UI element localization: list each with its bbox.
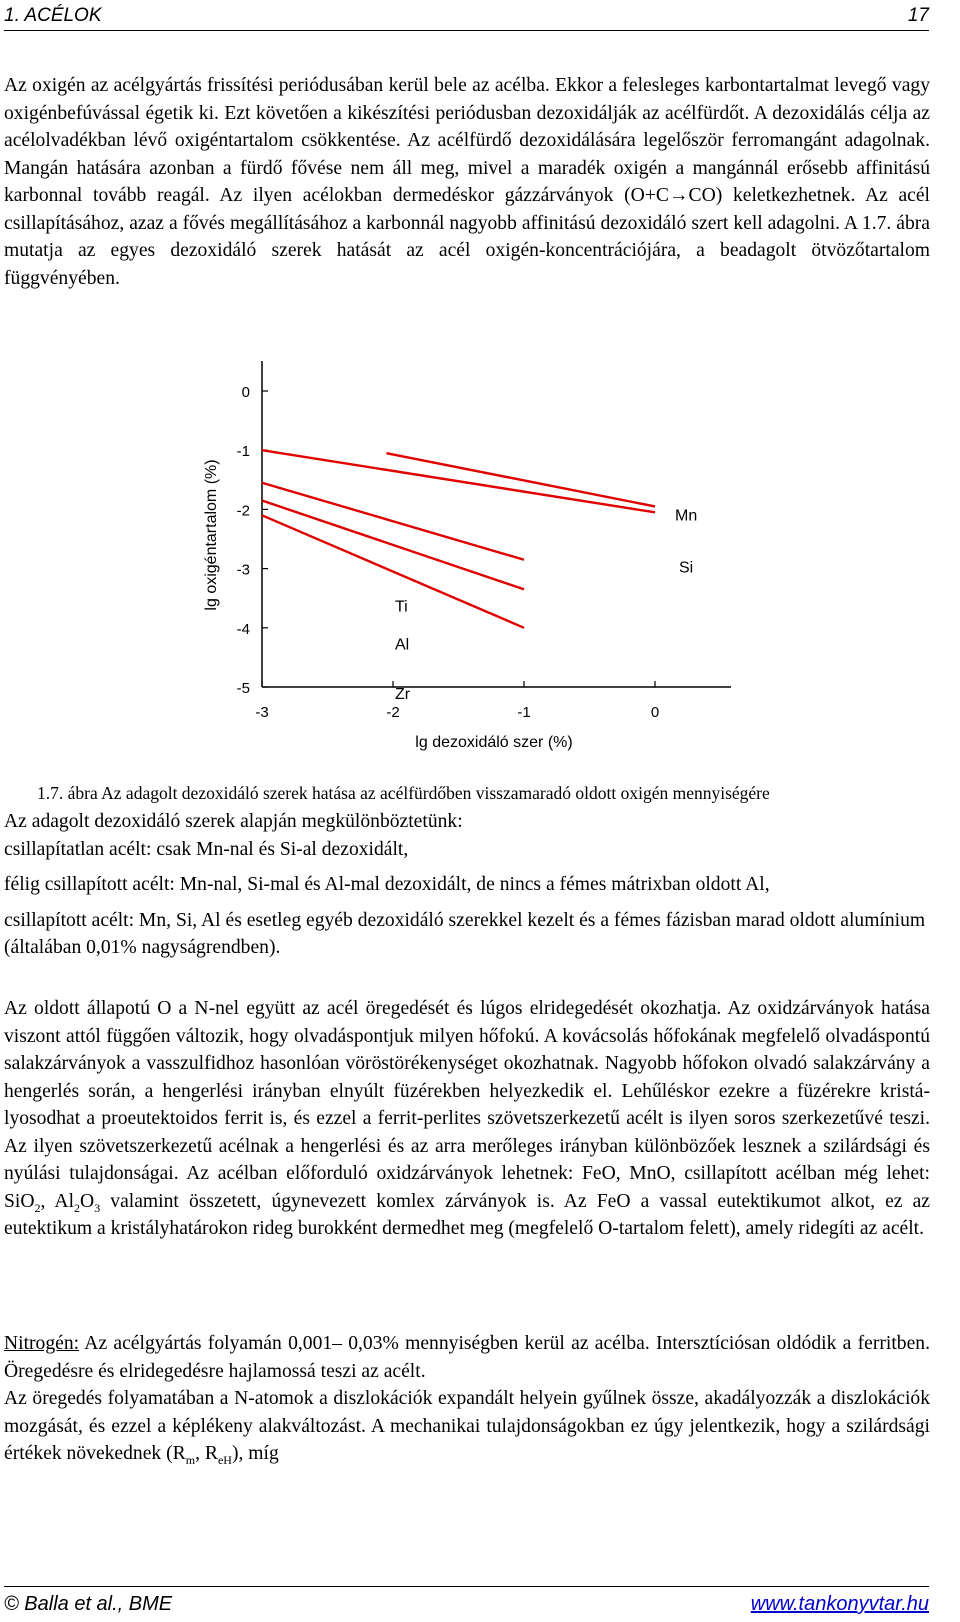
text-run: , Al [40, 1190, 75, 1212]
copyright: © Balla et al., BME [4, 1593, 173, 1615]
text-run: valamint összetett, úgynevezett komlex zárványok is. Az FeO a vassal eutektikumot alkot, ez az eutektikum a kristályhatárokon rideg burokként dermedhet meg (megfelelő O-tartalom felett), amely ridegíti az acélt. [4, 1190, 930, 1239]
text-run: , R [195, 1443, 218, 1464]
nitrogen-paragraph [4, 1330, 930, 1385]
x-tick-label: -2 [386, 704, 400, 721]
x-tick-label: 0 [650, 704, 660, 721]
y-tick-label: 0 [241, 384, 250, 401]
series-label-zr: Zr [395, 685, 411, 703]
intro-paragraph: Az oxigén az acélgyártás frissítési periódusában kerül bele az acélba. Ekkor a felesleges karbontartalmat levegő vagy oxigénbefúvással égetik ki. Ezt követően a kikészítési periódusban dezoxidálják az acélfürdőt. A dezoxidálás célja az acélolvadékban lévő oxigéntartalom csökkentése. Az acélfürdő dezoxidálására legelőször ferromangánt adagolnak. Mangán hatására azonban a fürdő fővése nem áll meg, mivel a maradék oxigén a mangánnál erősebb affinitású karbonnal tovább reagál. Az ilyen acélokban dermedéskor gázzárványok (O+C→CO) keletkezhetnek. Az acél csillapításához, azaz a fővés megállításához a karbonnál nagyobb affinitású dezoxidáló szert kell adagolni. A 1.7. ábra mutatja az egyes dezoxidáló szerek hatását az acél oxigén-koncentrációjára, a beadagolt ötvözőtartalom függvényében. [4, 75, 930, 289]
list-intro: Az adagolt dezoxidáló szerek alapján megkülönböztetünk: [4, 811, 463, 832]
series-label-al: Al [395, 636, 410, 654]
series-label-si: Si [679, 559, 694, 577]
y-tick-label: -5 [236, 680, 250, 697]
subscript: 3 [94, 1200, 101, 1215]
series-line-mn [386, 453, 655, 506]
page-number: 17 [907, 5, 929, 26]
aging-paragraph [4, 1385, 930, 1468]
y-tick-label: -3 [236, 561, 250, 579]
series-line-al [262, 501, 524, 590]
list-item: félig csillapított acélt: Mn-nal, Si-mal és Al-mal dezoxidált, de nincs a fémes mátrixban oldott Al, [4, 874, 770, 895]
text-run: Az acélgyártás folyamán 0,001– 0,03% mennyiségben kerül az acélba. Intersztíciósan oldódik a ferritben. Öregedésre és elridegedésre hajlamossá teszi az acélt. [4, 1333, 930, 1382]
text-run: Az oldott állapotú O a N-nel együtt az acél öregedését és lúgos elridegedését okozhatja. Az oxidzárványok hatása viszont attól függően változik, hogy olvadáspontjuk milyen hőfokú. A kovácsolás hőfokának megfelelő olvadáspontú salakzárványok a vasszulfidhoz hasonlóan vöröstörékenységet okozhatnak. Nagyobb hőfokon olvadó salakzárvány a hengerlés során, a hengerlési irányban elnyúlt füzérekben helyezkedik el. Lehűléskor ezekre a füzérekre kristá-lyosodhat a proeutektoidos ferrit is, és ezzel a ferrit-perlites szövetszerkezetű acélt is ilyen soros szerkezetűvé teszi. Az ilyen szövetszerkezetű acélnak a hengerlési és az arra merőleges irányban különbözőek lesznek a szilárdsági és nyúlási tulajdonságai. Az acélban előforduló oxidzárványok lehetnek: FeO, MnO, csillapított acélban még lehet: SiO [4, 998, 930, 1212]
y-axis-label: lg oxigéntartalom (%) [203, 459, 220, 611]
subscript: 2 [34, 1200, 41, 1215]
website-link[interactable]: www.tankonyvtar.hu [750, 1593, 929, 1615]
x-tick-label: -3 [255, 704, 269, 721]
series-line-zr [262, 515, 524, 627]
y-tick-label: -1 [236, 443, 250, 461]
list-item: csillapított acélt: Mn, Si, Al és esetleg egyéb dezoxidáló szerekkel kezelt és a fémes fázisban marad oldott alumínium (általában 0,01% nagyságrendben). [4, 909, 926, 958]
series-lines [262, 450, 655, 628]
series-labels [395, 507, 697, 702]
page-header [4, 2, 929, 31]
text-run: ), míg [231, 1443, 279, 1464]
nitrogen-term: Nitrogén: [4, 1333, 80, 1354]
y-tick-label: -2 [236, 502, 250, 520]
deoxidizer-chart [0, 355, 960, 765]
series-line-ti [262, 483, 524, 560]
oxide-paragraph [4, 995, 930, 1243]
x-tick-label: -1 [517, 704, 531, 721]
figure-caption: 1.7. ábra Az adagolt dezoxidáló szerek hatása az acélfürdőben visszamaradó oldott oxigén mennyiségére [37, 783, 770, 803]
series-label-ti: Ti [395, 598, 408, 616]
series-label-mn: Mn [675, 507, 698, 525]
subscript: 2 [74, 1200, 81, 1215]
subscript: m [185, 1452, 196, 1467]
list-item: csillapítatlan acélt: csak Mn-nal és Si-al dezoxidált, [4, 838, 409, 860]
text-run: O [80, 1190, 95, 1212]
deoxidation-list [4, 808, 930, 962]
subscript: eH [217, 1452, 232, 1467]
y-ticks [237, 384, 268, 697]
page-footer [4, 1586, 929, 1619]
y-tick-label: -4 [236, 620, 250, 638]
text-run: Az öregedés folyamatában a N-atomok a diszlokációk expandált helyein gyűlnek össze, akadályozzák a diszlokációk mozgását, és ezzel a képlékeny alakváltozást. A mechanikai tulajdonságokban ez úgy jelentkezik, hogy a szilárdsági értékek növekednek (R [4, 1388, 930, 1464]
x-axis-label: lg dezoxidáló szer (%) [415, 734, 573, 751]
chapter-title: 1. ACÉLOK [4, 5, 102, 26]
series-line-si [262, 450, 655, 512]
